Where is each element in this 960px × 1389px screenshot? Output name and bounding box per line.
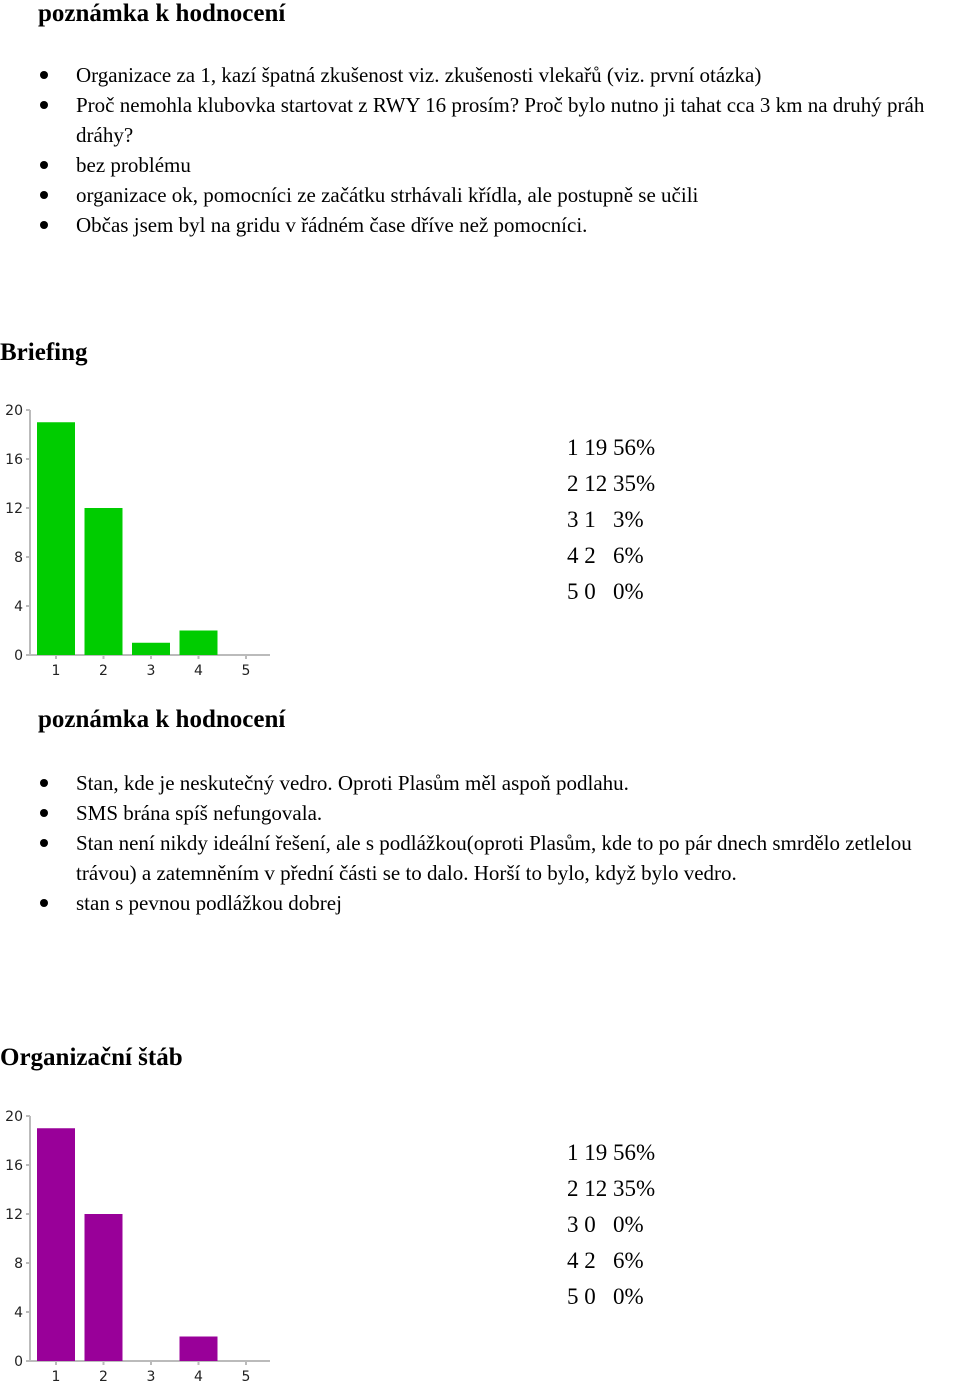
list-item: bez problému — [38, 150, 958, 180]
list-item: organizace ok, pomocníci ze začátku strhávali křídla, ale postupně se učili — [38, 180, 958, 210]
list-item: Stan, kde je neskutečný vedro. Oproti Plasům měl aspoň podlahu. — [38, 768, 958, 798]
x-tick-label: 1 — [51, 1369, 61, 1385]
x-tick-label: 5 — [241, 663, 251, 679]
stat-row: 2 12 35% — [567, 471, 656, 496]
y-tick-label: 8 — [14, 550, 23, 566]
stat-row: 1 19 56% — [567, 1140, 656, 1165]
x-tick-label: 5 — [241, 1369, 251, 1385]
x-tick-label: 4 — [194, 663, 203, 679]
stat-row: 5 0 0% — [567, 1284, 644, 1309]
briefing-bar-chart — [0, 398, 290, 688]
bar-4 — [180, 631, 218, 656]
briefing-title: Briefing — [0, 339, 88, 366]
x-tick-label: 4 — [194, 1369, 203, 1385]
y-tick-label: 12 — [5, 501, 23, 517]
y-tick-label: 0 — [14, 1354, 23, 1370]
stat-row: 3 0 0% — [567, 1212, 644, 1237]
y-tick-label: 4 — [14, 599, 23, 615]
x-tick-label: 1 — [51, 663, 61, 679]
list-item: Proč nemohla klubovka startovat z RWY 16 prosím? Proč bylo nutno ji tahat cca 3 km na druhý práh dráhy? — [38, 90, 958, 150]
org-title: Organizační štáb — [0, 1044, 183, 1071]
list-item: Stan není nikdy ideální řešení, ale s podlážkou(oproti Plasům, kde to po pár dnech smrdělo zetlelou trávou) a zatemněním v přední části se to dalo. Horší to bylo, když bylo vedro. — [38, 828, 958, 888]
bar-1 — [37, 1128, 75, 1361]
list-item: SMS brána spíš nefungovala. — [38, 798, 958, 828]
y-tick-label: 0 — [14, 648, 23, 664]
stat-row: 2 12 35% — [567, 1176, 656, 1201]
section1-heading: poznámka k hodnocení — [38, 0, 286, 27]
y-tick-label: 20 — [5, 403, 23, 419]
x-tick-label: 3 — [146, 1369, 156, 1385]
stat-row: 3 1 3% — [567, 507, 644, 532]
y-tick-label: 12 — [5, 1207, 23, 1223]
x-tick-label: 2 — [99, 1369, 108, 1385]
bar-1 — [37, 422, 75, 655]
list-item: Občas jsem byl na gridu v řádném čase dříve než pomocníci. — [38, 210, 958, 240]
org-bar-chart — [0, 1104, 290, 1389]
list-item: Organizace za 1, kazí špatná zkušenost viz. zkušenosti vlekařů (viz. první otázka) — [38, 60, 958, 90]
list-item: stan s pevnou podlážkou dobrej — [38, 888, 958, 918]
stat-row: 5 0 0% — [567, 579, 644, 604]
stat-row: 1 19 56% — [567, 435, 656, 460]
y-tick-label: 8 — [14, 1256, 23, 1272]
stat-row: 4 2 6% — [567, 543, 644, 568]
y-tick-label: 16 — [5, 452, 23, 468]
briefing-note-heading: poznámka k hodnocení — [38, 706, 286, 733]
briefing-stats — [567, 430, 655, 610]
org-stats — [567, 1135, 655, 1315]
briefing-chart — [0, 398, 290, 688]
x-tick-label: 2 — [99, 663, 108, 679]
y-tick-label: 16 — [5, 1158, 23, 1174]
section1-notes-list — [38, 60, 958, 240]
bar-2 — [85, 1214, 123, 1361]
y-tick-label: 20 — [5, 1109, 23, 1125]
bar-2 — [85, 508, 123, 655]
bar-3 — [132, 643, 170, 655]
x-tick-label: 3 — [146, 663, 156, 679]
y-tick-label: 4 — [14, 1305, 23, 1321]
stat-row: 4 2 6% — [567, 1248, 644, 1273]
bar-4 — [180, 1337, 218, 1362]
briefing-notes-list — [38, 768, 958, 918]
org-chart — [0, 1104, 290, 1389]
